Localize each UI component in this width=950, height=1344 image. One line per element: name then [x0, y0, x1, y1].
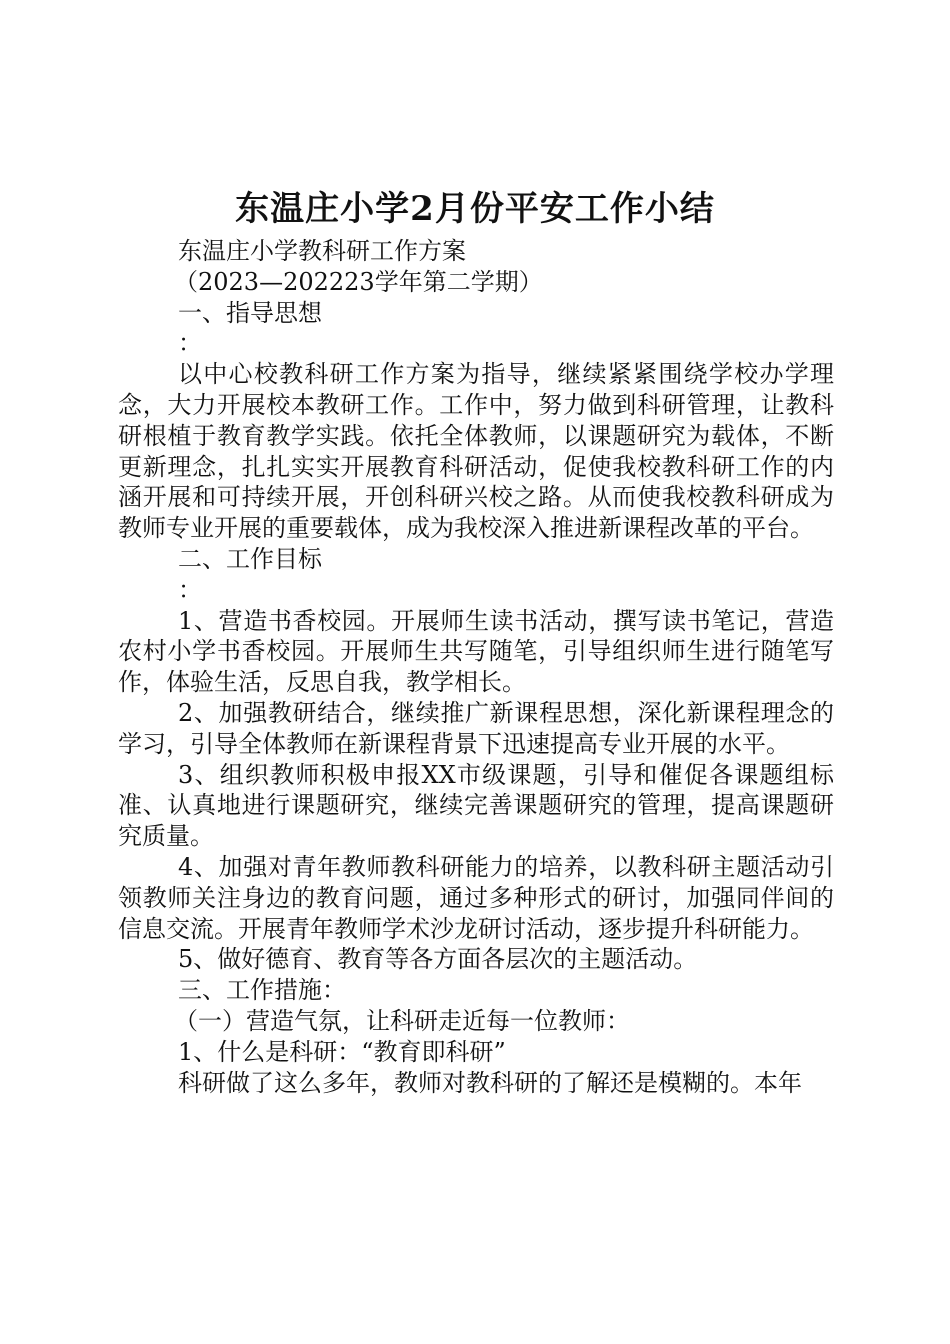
work-goal-item: 3、组织教师积极申报XX市级课题，引导和催促各课题组标准、认真地进行课题研究，继续完善课题研究的管理，提高课题研究质量。 — [118, 760, 834, 851]
plan-subtitle: 东温庄小学教科研工作方案 — [178, 237, 466, 265]
school-term: （2023—202223学年第二学期） — [174, 267, 543, 296]
section-heading-work-measures: 三、工作措施： — [178, 976, 346, 1005]
document-title: 东温庄小学2月份平安工作小结 — [235, 189, 715, 229]
work-goal-item: 2、加强教研结合，继续推广新课程思想，深化新课程理念的学习，引导全体教师在新课程背景下迅速提高专业开展的水平。 — [118, 698, 834, 758]
measure-item-heading: 1、什么是科研：“教育即科研” — [178, 1037, 506, 1066]
guiding-ideology-paragraph: 以中心校教科研工作方案为指导，继续紧紧围绕学校办学理念，大力开展校本教研工作。工作中，努力做到科研管理，让教科研根植于教育教学实践。依托全体教师，以课题研究为载体，不断更新理念，扎扎实实开展教育科研活动，促使我校教科研工作的内涵开展和可持续开展，开创科研兴校之路。从而使我校教科研成为教师专业开展的重要载体，成为我校深入推进新课程改革的平台。 — [118, 360, 834, 543]
section-heading-work-goals: 二、工作目标 — [178, 544, 322, 573]
measure-paragraph-start: 科研做了这么多年，教师对教科研的了解还是模糊的。本年 — [178, 1068, 802, 1097]
measure-subheading: （一）营造气氛，让科研走近每一位教师： — [174, 1006, 630, 1035]
work-goal-item: 1、营造书香校园。开展师生读书活动，撰写读书笔记，营造农村小学书香校园。开展师生共写随笔，引导组织师生进行随笔写作，体验生活，反思自我，教学相长。 — [118, 606, 834, 697]
section-heading-guiding-ideology: 一、指导思想 — [178, 298, 322, 327]
work-goal-item: 4、加强对青年教师教科研能力的培养，以教科研主题活动引领教师关注身边的教育问题，通过多种形式的研讨，加强同伴间的信息交流。开展青年教师学术沙龙研讨活动，逐步提升科研能力。 — [118, 852, 834, 943]
section-colon: ： — [178, 575, 202, 604]
section-colon: ： — [178, 329, 202, 358]
work-goal-item: 5、做好德育、教育等各方面各层次的主题活动。 — [178, 945, 698, 974]
document-body — [118, 236, 834, 1098]
